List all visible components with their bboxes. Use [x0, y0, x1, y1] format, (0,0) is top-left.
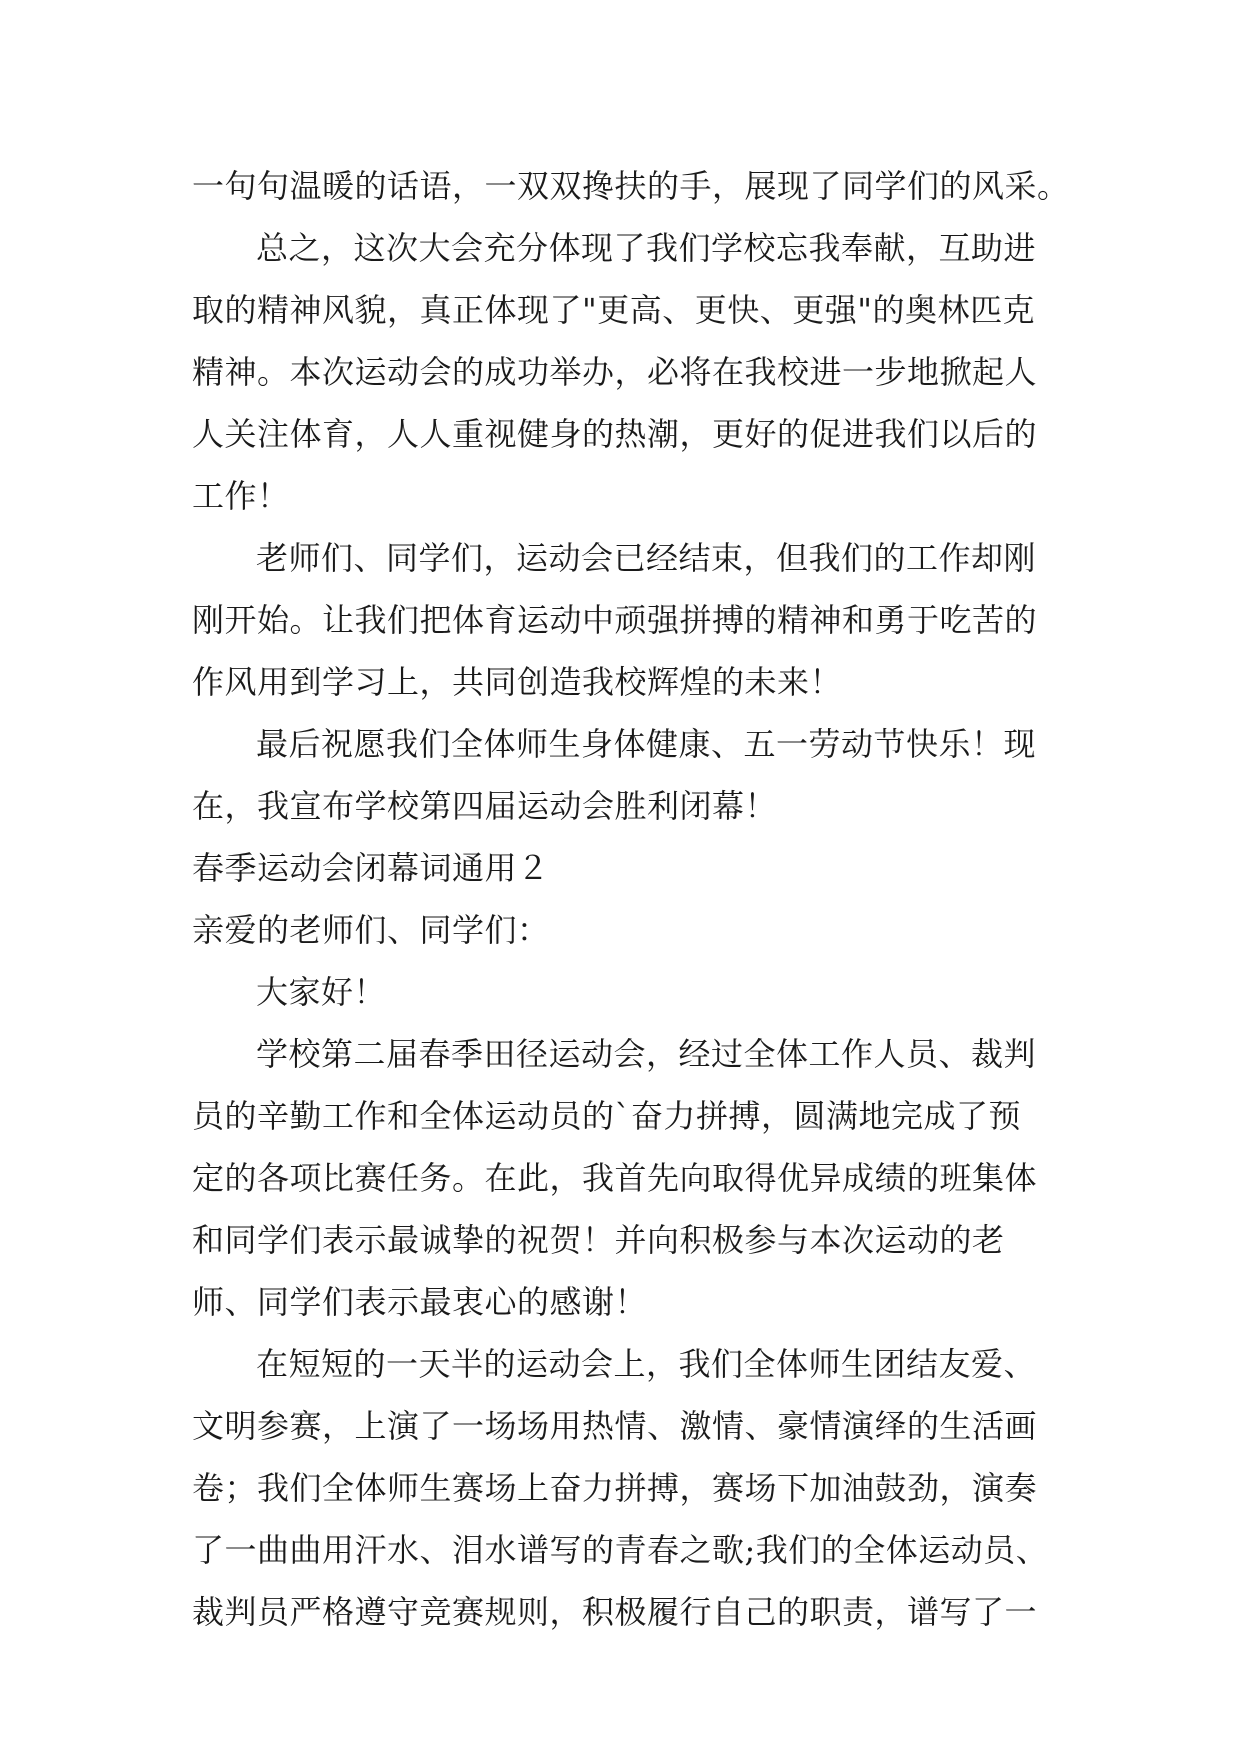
text-line: 工作！ [192, 477, 290, 515]
greeting: 大家好！ [256, 973, 387, 1011]
text-line: 一句句温暖的话语，一双双搀扶的手，展现了同学们的风采。 [192, 167, 1070, 205]
text-line: 精神。本次运动会的成功举办，必将在我校进一步地掀起人 [192, 353, 1038, 391]
section-heading: 春季运动会闭幕词通用２ [192, 849, 550, 887]
text-line: 在，我宣布学校第四届运动会胜利闭幕！ [192, 787, 778, 825]
text-line: 人关注体育，人人重视健身的热潮，更好的促进我们以后的 [192, 415, 1038, 453]
paragraph-start: 总之，这次大会充分体现了我们学校忘我奉献，互助进 [256, 229, 1037, 267]
text-line: 和同学们表示最诚挚的祝贺！并向积极参与本次运动的老 [192, 1221, 1005, 1259]
paragraph-start: 在短短的一天半的运动会上，我们全体师生团结友爱、 [256, 1345, 1037, 1383]
text-line: 定的各项比赛任务。在此，我首先向取得优异成绩的班集体 [192, 1159, 1038, 1197]
text-line: 作风用到学习上，共同创造我校辉煌的未来！ [192, 663, 843, 701]
text-line: 了一曲曲用汗水、泪水谱写的青春之歌;我们的全体运动员、 [192, 1531, 1049, 1569]
text-line: 员的辛勤工作和全体运动员的`奋力拼搏，圆满地完成了预 [192, 1097, 1022, 1135]
paragraph-start: 学校第二届春季田径运动会，经过全体工作人员、裁判 [256, 1035, 1037, 1073]
text-line: 取的精神风貌，真正体现了"更高、更快、更强"的奥林匹克 [192, 291, 1035, 329]
paragraph-start: 最后祝愿我们全体师生身体健康、五一劳动节快乐！现 [256, 725, 1037, 763]
text-line: 师、同学们表示最衷心的感谢！ [192, 1283, 648, 1321]
text-line: 刚开始。让我们把体育运动中顽强拼搏的精神和勇于吃苦的 [192, 601, 1038, 639]
paragraph-start: 老师们、同学们，运动会已经结束，但我们的工作却刚 [256, 539, 1037, 577]
text-line: 裁判员严格遵守竞赛规则，积极履行自己的职责，谱写了一 [192, 1593, 1038, 1631]
salutation: 亲爱的老师们、同学们： [192, 911, 550, 949]
text-line: 卷；我们全体师生赛场上奋力拼搏，赛场下加油鼓劲，演奏 [192, 1469, 1038, 1507]
text-line: 文明参赛，上演了一场场用热情、激情、豪情演绎的生活画 [192, 1407, 1038, 1445]
